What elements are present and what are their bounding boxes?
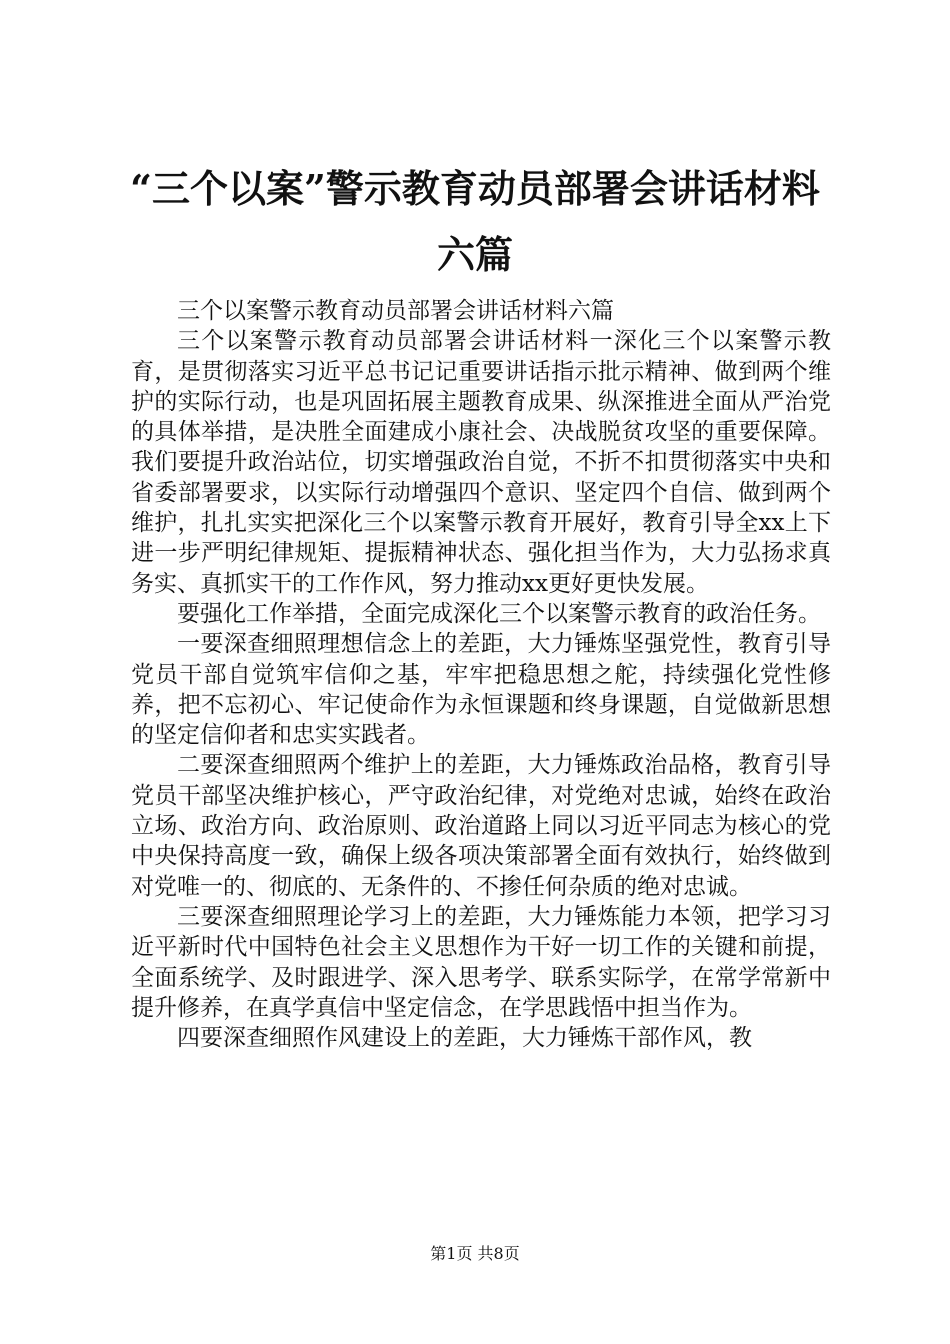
paragraph: 三要深查细照理论学习上的差距，大力锤炼能力本领，把学习习近平新时代中国特色社会主义思想作为干好一切工作的关键和前提，全面系统学、及时跟进学、深入思考学、联系实际学，在常学常新中提升修养，在真学真信中坚定信念，在学思践悟中担当作为。: [131, 903, 831, 1021]
paragraph: 二要深查细照两个维护上的差距，大力锤炼政治品格，教育引导党员干部坚决维护核心，严守政治纪律，对党绝对忠诚，始终在政治立场、政治方向、政治原则、政治道路上同以习近平同志为核心的党中央保持高度一致，确保上级各项决策部署全面有效执行，始终做到对党唯一的、彻底的、无条件的、不掺任何杂质的绝对忠诚。: [131, 752, 831, 900]
page-number-footer: 第1页 共8页: [430, 1244, 520, 1263]
document-body: [131, 296, 831, 1053]
paragraph: 三个以案警示教育动员部署会讲话材料一深化三个以案警示教育，是贯彻落实习近平总书记记重要讲话指示批示精神、做到两个维护的实际行动，也是巩固拓展主题教育成果、纵深推进全面从严治党的具体举措，是决胜全面建成小康社会、决战脱贫攻坚的重要保障。我们要提升政治站位，切实增强政治自觉，不折不扣贯彻落实中央和省委部署要求，以实际行动增强四个意识、坚定四个自信、做到两个维护，扎扎实实把深化三个以案警示教育开展好，教育引导全xx上下进一步严明纪律规矩、提振精神状态、强化担当作为，大力弘扬求真务实、真抓实干的工作作风，努力推动xx更好更快发展。: [131, 328, 831, 597]
paragraph: 四要深查细照作风建设上的差距，大力锤炼干部作风，教: [177, 1025, 752, 1052]
paragraph-subtitle: 三个以案警示教育动员部署会讲话材料六篇: [177, 298, 614, 324]
paragraph: 要强化工作举措，全面完成深化三个以案警示教育的政治任务。: [177, 600, 821, 627]
paragraph: 一要深查细照理想信念上的差距，大力锤炼坚强党性，教育引导党员干部自觉筑牢信仰之基，牢牢把稳思想之舵，持续强化党性修养，把不忘初心、牢记使命作为永恒课题和终身课题，自觉做新思想的坚定信仰者和忠实实践者。: [131, 631, 831, 749]
document-title: “三个以案”警示教育动员部署会讲话材料六篇: [130, 166, 820, 277]
